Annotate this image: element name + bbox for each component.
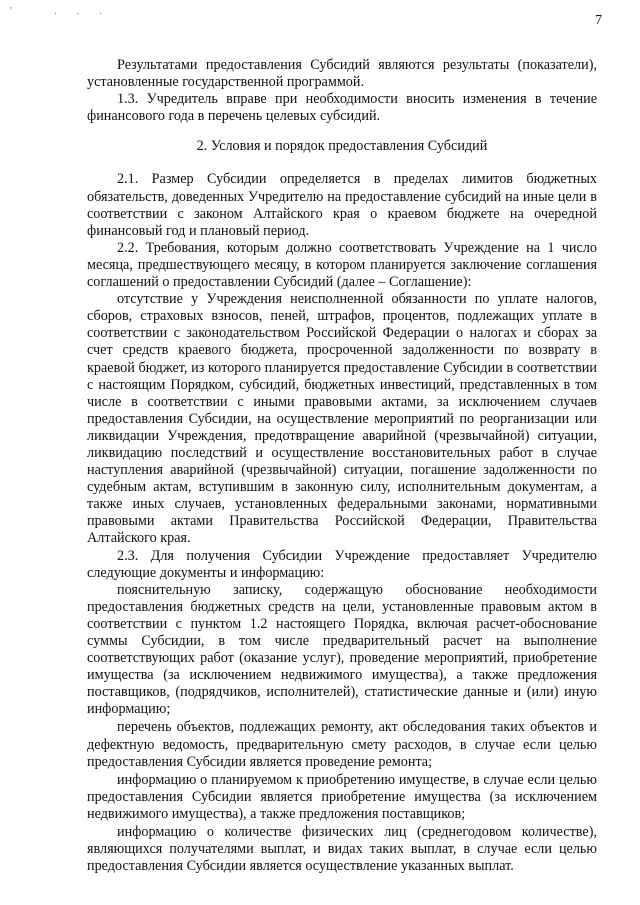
- paragraph-2-1: 2.1. Размер Субсидии определяется в пределах лимитов бюджетных обязательств, доведенных Учредителю на предоставление субсидий на иные цели в соответствии с законом Алтайского края о краевом бюджете на очередной финансовый год и плановый период.: [87, 171, 597, 239]
- section-title: 2. Условия и порядок предоставления Субсидий: [196, 138, 488, 155]
- page-number: 7: [595, 12, 602, 27]
- paragraph-property-acquisition: информацию о планируемом к приобретению имуществе, в случае если целью предоставления Субсидии является приобретение имущества (за исключением недвижимого имущества), а также предложения поставщиков;: [87, 771, 597, 822]
- paragraph-explanatory-note: пояснительную записку, содержащую обоснование необходимости предоставления бюджетных средств на цели, установленные правовым актом в соответствии с пунктом 1.2 настоящего Порядка, включая расчет-обоснование суммы Субсидии, в том числе предварительный расчет на выполнение соответствующих работ (оказание услуг), проведение мероприятий, приобретение имущества (за исключением недвижимого имущества), а также предложения поставщиков, (подрядчиков, исполнителей), статистические данные и (или) иную информацию;: [87, 581, 597, 718]
- paragraph-2-2: 2.2. Требования, которым должно соответствовать Учреждение на 1 число месяца, предшествующего месяцу, в котором планируется заключение соглашения соглашений о предоставлении Субсидий (далее – Соглашение):: [87, 239, 597, 291]
- paragraph-1-3: 1.3. Учредитель вправе при необходимости вносить изменения в течение финансового года в перечень целевых субсидий.: [87, 91, 597, 125]
- paragraph-results: Результатами предоставления Субсидий являются результаты (показатели), установленные государственной программой.: [87, 57, 597, 91]
- scan-corner-marks: ' ...: [10, 6, 122, 17]
- paragraph-2-3: 2.3. Для получения Субсидии Учреждение предоставляет Учредителю следующие документы и информацию:: [87, 547, 597, 581]
- paragraph-repair-objects: перечень объектов, подлежащих ремонту, акт обследования таких объектов и дефектную ведомость, предварительную смету расходов, в случае если целью предоставления Субсидии является проведение ремонта;: [87, 719, 597, 770]
- document-body: [87, 57, 597, 875]
- paragraph-2-2-requirement: отсутствие у Учреждения неисполненной обязанности по уплате налогов, сборов, страховых взносов, пеней, штрафов, процентов, подлежащих уплате в соответствии с законодательством Российской Федерации о налогах и сборах за счет средств краевого бюджета, просроченной задолженности по возврату в краевой бюджет, из которого планируется предоставление Субсидии в соответствии с настоящим Порядком, субсидий, бюджетных инвестиций, представленных в том числе в соответствии с иными правовыми актами, за исключением случаев предоставления Субсидии, на осуществление мероприятий по реорганизации или ликвидации Учреждения, предотвращение аварийной (чрезвычайной) ситуации, ликвидацию последствий и осуществление восстановительных работ в случае наступления аварийной (чрезвычайной) ситуации, погашение задолженности по судебным актам, вступившим в законную силу, исполнительным документам, а также иных случаев, установленных федеральными законами, нормативными правовыми актами Правительства Российской Федерации, Правительства Алтайского края.: [87, 291, 597, 547]
- paragraph-payments-info: информацию о количестве физических лиц (среднегодовом количестве), являющихся получателями выплат, и видах таких выплат, в случае если целью предоставления Субсидии является осуществление указанных выплат.: [87, 824, 597, 875]
